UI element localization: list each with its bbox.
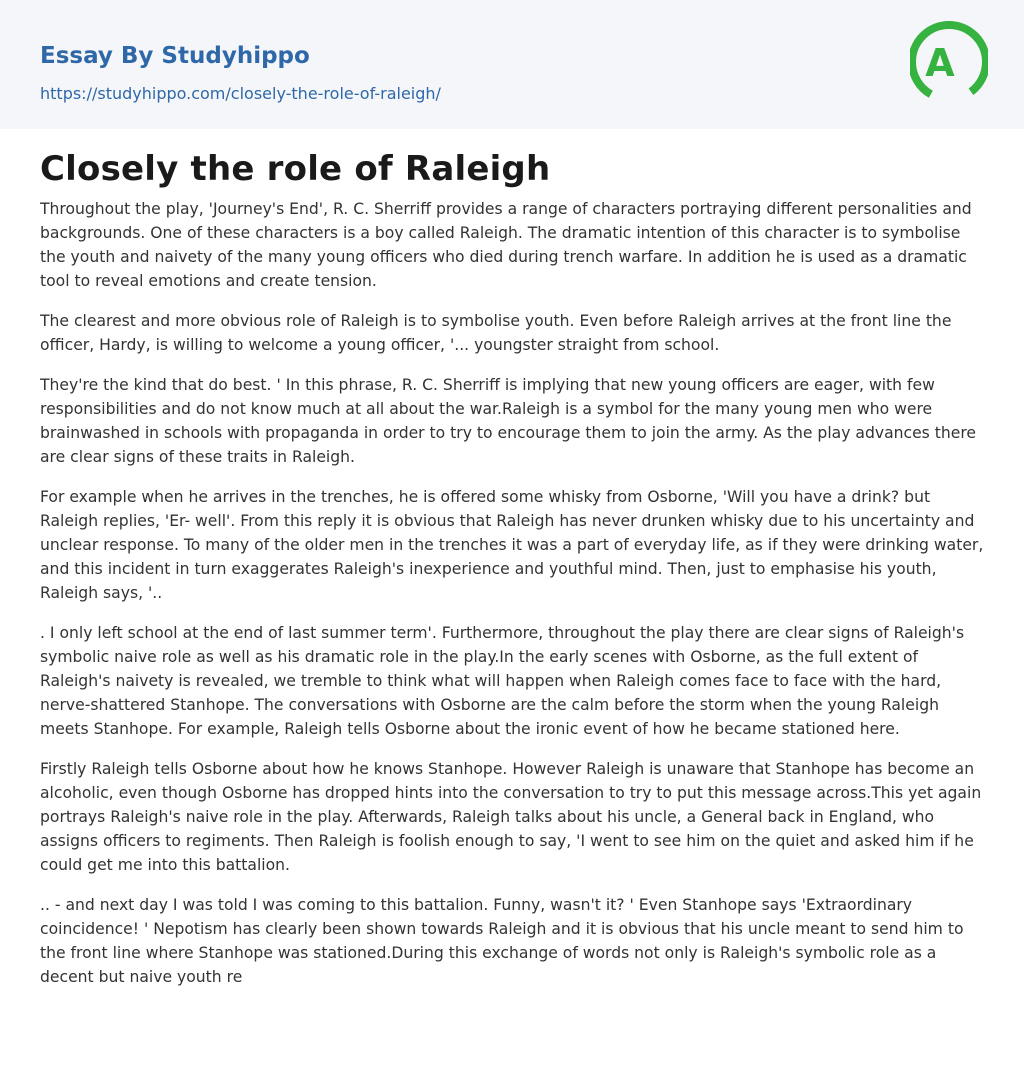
site-header bbox=[0, 0, 1024, 129]
page-url-link[interactable]: https://studyhippo.com/closely-the-role-of-raleigh/ bbox=[40, 84, 441, 103]
essay-paragraph: Throughout the play, 'Journey's End', R. C. Sherriff provides a range of characters portraying different personalities and backgrounds. One of these characters is a boy called Raleigh. The dramatic intention of this character is to symbolise the youth and naivety of the many young officers who died during trench warfare. In addition he is used as a dramatic tool to reveal emotions and create tension. bbox=[40, 200, 972, 290]
main-content bbox=[40, 129, 984, 1005]
essay-paragraph: .. - and next day I was told I was coming to this battalion. Funny, wasn't it? ' Even Stanhope says 'Extraordinary coincidence! ' Nepotism has clearly been shown towards Raleigh and it is obvious that his uncle meant to send him to the front line where Stanhope was stationed.During this exchange of words not only is Raleigh's symbolic role as a decent but naive youth re bbox=[40, 896, 964, 986]
essay-paragraph: . I only left school at the end of last summer term'. Furthermore, throughout the play there are clear signs of Raleigh's symbolic naive role as well as his dramatic role in the play.In the early scenes with Osborne, as the full extent of Raleigh's naivety is revealed, we tremble to think what will happen when Raleigh comes face to face with the hard, nerve-shattered Stanhope. The conversations with Osborne are the calm before the storm when the young Raleigh meets Stanhope. For example, Raleigh tells Osborne about the ironic event of how he became stationed here. bbox=[40, 624, 965, 738]
page-title: Closely the role of Raleigh bbox=[40, 149, 551, 189]
studyhippo-a-logo-icon[interactable] bbox=[910, 18, 988, 106]
essay-paragraph: The clearest and more obvious role of Raleigh is to symbolise youth. Even before Raleigh arrives at the front line the officer, Hardy, is willing to welcome a young officer, '... youngster straight from school. bbox=[40, 312, 952, 354]
essay-paragraph: Firstly Raleigh tells Osborne about how he knows Stanhope. However Raleigh is unaware that Stanhope has become an alcoholic, even though Osborne has dropped hints into the conversation to try to put this message across.This yet again portrays Raleigh's naive role in the play. Afterwards, Raleigh talks about his uncle, a General back in England, who assigns officers to regiments. Then Raleigh is foolish enough to say, 'I went to see him on the quiet and asked him if he could get me into this battalion. bbox=[40, 760, 982, 874]
essay-paragraph: They're the kind that do best. ' In this phrase, R. C. Sherriff is implying that new young officers are eager, with few responsibilities and do not know much at all about the war.Raleigh is a symbol for the many young men who were brainwashed in schools with propaganda in order to try to encourage them to join the army. As the play advances there are clear signs of these traits in Raleigh. bbox=[40, 376, 977, 466]
site-title: Essay By Studyhippo bbox=[40, 43, 310, 69]
logo-letter: A bbox=[925, 41, 955, 85]
essay-body bbox=[40, 197, 984, 989]
essay-paragraph: For example when he arrives in the trenches, he is offered some whisky from Osborne, 'Will you have a drink? but Raleigh replies, 'Er- well'. From this reply it is obvious that Raleigh has never drunken whisky due to his uncertainty and unclear response. To many of the older men in the trenches it was a part of everyday life, as if they were drinking water, and this incident in turn exaggerates Raleigh's inexperience and youthful mind. Then, just to emphasise his youth, Raleigh says, '.. bbox=[40, 488, 984, 602]
